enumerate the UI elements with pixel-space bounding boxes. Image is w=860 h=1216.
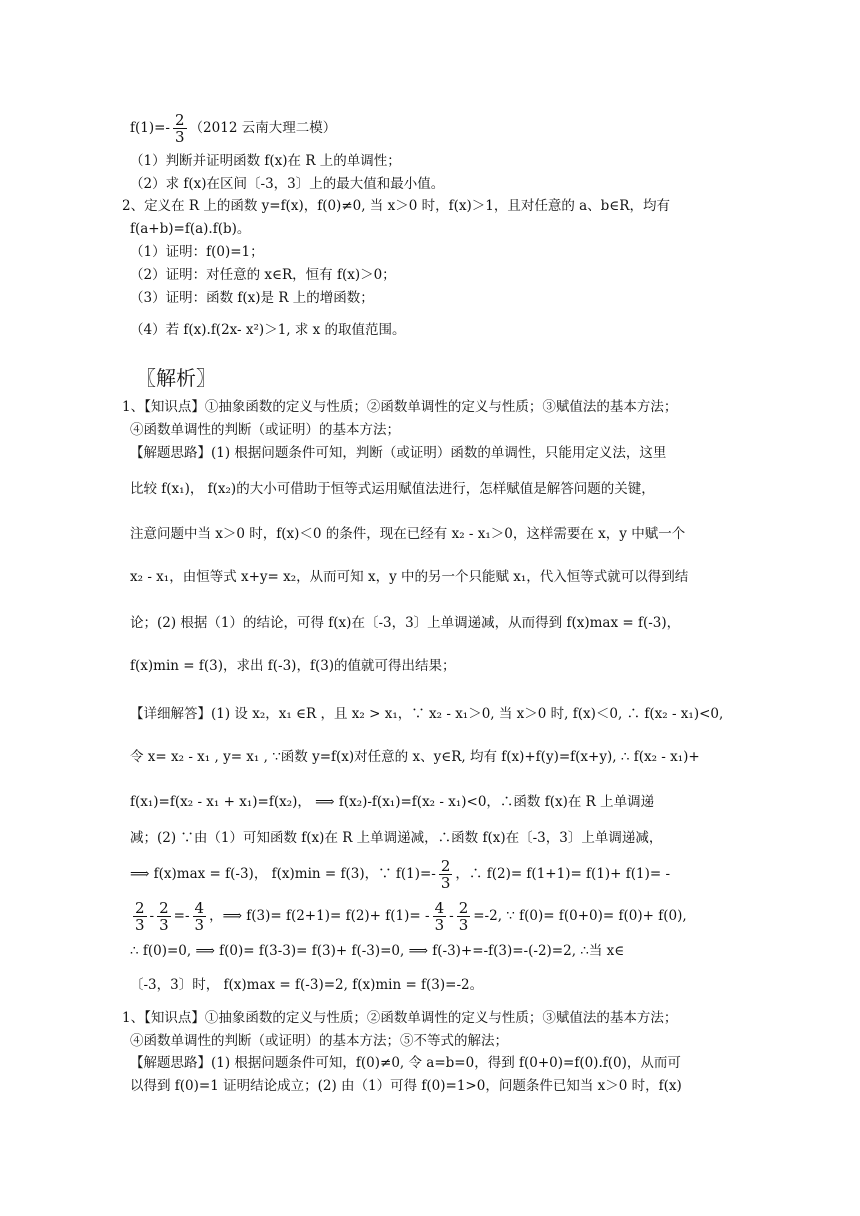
knowledge-points-2b: ④函数单调性的判断（或证明）的基本方法；⑤不等式的解法； <box>130 1033 508 1049</box>
detailed-answer-line-2: 令 x= x₂ - x₁ , y= x₁ , ∵函数 y=f(x)对任意的 x、y∈R, 均有 f(x)+f(y)=f(x+y), ∴ f(x₂ - x₁)+ <box>130 749 700 765</box>
fraction-two-thirds: $\frac{2}{3}$ <box>458 899 469 934</box>
fraction-four-thirds: $\frac{4}{3}$ <box>434 899 445 934</box>
detailed-answer-line-7: ∴ f(0)=0, ⟹ f(0)= f(3-3)= f(3)+ f(-3)=0, ⟹ f(-3)+=-f(3)=-(-2)=2, ∴当 x∈ <box>130 943 625 959</box>
detailed-answer-line-4: 减；(2) ∵由（1）可知函数 f(x)在 R 上单调递减，∴函数 f(x)在〔-3，3〕上单调递减， <box>130 830 663 846</box>
problem-2-line-2: f(a+b)=f(a).f(b)。 <box>130 221 251 237</box>
knowledge-points-2a: 1、【知识点】①抽象函数的定义与性质；②函数单调性的定义与性质；③赋值法的基本方法； <box>122 1010 678 1026</box>
question-2: （2）求 f(x)在区间〔-3，3〕上的最大值和最小值。 <box>130 176 445 192</box>
subquestion-2: （2）证明：对任意的 x∈R，恒有 f(x)＞0； <box>130 267 396 283</box>
detailed-answer-line-8: 〔-3，3〕时， f(x)max = f(-3)=2, f(x)min = f(3)=-2。 <box>130 977 484 993</box>
source-note: （2012 云南大理二模） <box>189 120 337 136</box>
problem-2-line-1: 2、定义在 R 上的函数 y=f(x)，f(0)≠0, 当 x＞0 时，f(x)＞1，且对任意的 a、b∈R，均有 <box>122 198 670 214</box>
question-1: （1）判断并证明函数 f(x)在 R 上的单调性； <box>130 153 401 169</box>
solution-idea-line-3: 注意问题中当 x＞0 时，f(x)＜0 的条件，现在已经有 x₂ - x₁＞0，这样需要在 x，y 中赋一个 <box>130 526 686 542</box>
subquestion-3: （3）证明：函数 f(x)是 R 上的增函数； <box>130 290 374 306</box>
problem-1-tail <box>130 112 336 145</box>
solution-idea-line-5: 论；(2) 根据（1）的结论，可得 f(x)在〔-3，3〕上单调递减，从而得到 f(x)max = f(-3)， <box>130 615 681 631</box>
f1-value-text: f(1)=- <box>130 120 170 136</box>
fraction-two-thirds: $\frac{2}{3}$ <box>135 899 145 934</box>
subquestion-4: （4）若 f(x).f(2x- x²)＞1, 求 x 的取值范围。 <box>130 322 406 338</box>
detailed-answer-line-1: 【详细解答】(1) 设 x₂，x₁ ∈R ，且 x₂ > x₁，∵ x₂ - x₁＞0, 当 x＞0 时, f(x)＜0, ∴ f(x₂ - x₁)<0, <box>130 706 724 722</box>
knowledge-points-1a: 1、【知识点】①抽象函数的定义与性质；②函数单调性的定义与性质；③赋值法的基本方法； <box>122 399 678 415</box>
analysis-heading: 〖解析〗 <box>136 366 216 390</box>
fraction-four-thirds: $\frac{4}{3}$ <box>194 899 205 934</box>
solution-idea-line-6: f(x)min = f(3)，求出 f(-3)，f(3)的值就可得出结果； <box>130 658 456 674</box>
solution-idea-2-line-2: 以得到 f(0)=1 证明结论成立；(2) 由（1）可得 f(0)=1>0，问题条件已知当 x＞0 时，f(x) <box>130 1078 682 1094</box>
detailed-answer-line-3: f(x₁)=f(x₂ - x₁ + x₁)=f(x₂)， ⟹ f(x₂)-f(x₁)=f(x₂ - x₁)<0，∴函数 f(x)在 R 上单调递 <box>130 794 655 810</box>
fraction-two-thirds: $\frac{2}{3}$ <box>440 857 451 892</box>
detailed-answer-line-5: ⟹ f(x)max = f(-3)， f(x)min = f(3)，∵ f(1)=- $\frac{2}{3}$ ，∴ f(2)= f(1+1)= f(1)+ f(1)= - <box>130 857 671 892</box>
solution-idea-line-1: 【解题思路】(1) 根据问题条件可知，判断（或证明）函数的单调性，只能用定义法，这里 <box>130 445 667 461</box>
knowledge-points-1b: ④函数单调性的判断（或证明）的基本方法； <box>130 422 400 438</box>
fraction-two-thirds: $\frac{2}{3}$ <box>159 899 169 934</box>
solution-idea-line-2: 比较 f(x₁)， f(x₂)的大小可借助于恒等式运用赋值法进行，怎样赋值是解答问题的关键， <box>130 481 655 497</box>
fraction-two-thirds: $\frac{2}{3}$ <box>175 111 185 146</box>
detailed-answer-line-6: $\frac{2}{3}$ - $\frac{2}{3}$ =- $\frac{4}{3}$ ，⟹ f(3)= f(2+1)= f(2)+ f(1)= - $\frac{4}{3}$ - $\frac{2}{3}$ =-2, ∵ f(0)= f(0+0)= f(0)+ f(0), <box>135 899 687 934</box>
solution-idea-line-4: x₂ - x₁，由恒等式 x+y= x₂，从而可知 x，y 中的另一个只能赋 x₁，代入恒等式就可以得到结 <box>130 569 689 585</box>
subquestion-1: （1）证明：f(0)=1； <box>130 244 264 260</box>
solution-idea-2-line-1: 【解题思路】(1) 根据问题条件可知，f(0)≠0, 令 a=b=0，得到 f(0+0)=f(0).f(0)，从而可 <box>130 1055 681 1071</box>
